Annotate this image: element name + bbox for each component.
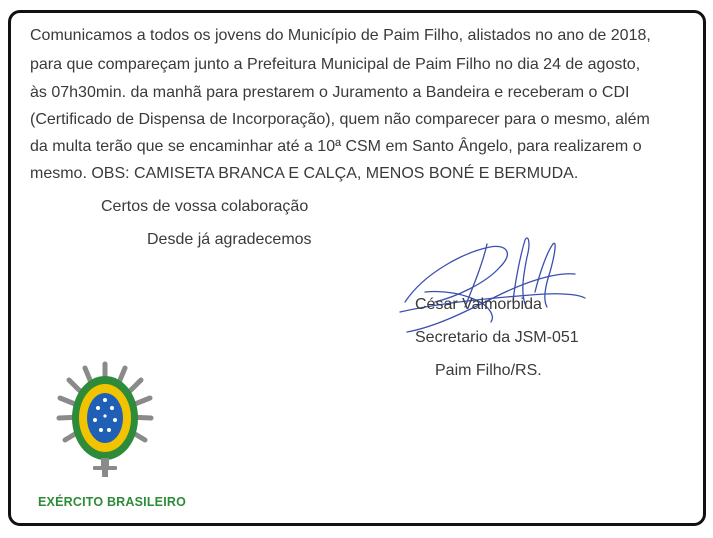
army-label: EXÉRCITO BRASILEIRO	[38, 495, 187, 509]
signature-stroke-3	[513, 238, 529, 304]
emblem-pommel	[102, 470, 108, 477]
signature-name: César Valmorbida	[415, 296, 542, 313]
notice-line-1: Comunicamos a todos os jovens do Município de Paim Filho, alistados no ano de 2018,	[30, 27, 651, 44]
closing-line-2: Desde já agradecemos	[147, 231, 312, 248]
signature-place: Paim Filho/RS.	[435, 362, 542, 379]
notice-line-2: para que compareçam junto a Prefeitura Municipal de Paim Filho no dia 24 de agosto,	[30, 56, 641, 73]
notice-line-5: da multa terão que se encaminhar até a 10ª CSM em Santo Ângelo, para realizarem o	[30, 138, 642, 155]
notice-line-4: (Certificado de Dispensa de Incorporação), quem não comparecer para o mesmo, além	[30, 111, 650, 128]
army-emblem-icon	[55, 358, 155, 480]
handwritten-signature	[395, 232, 595, 342]
signature-role: Secretario da JSM-051	[415, 329, 579, 346]
closing-line-1: Certos de vossa colaboração	[101, 198, 309, 215]
emblem-guard	[93, 466, 117, 470]
notice-line-3: às 07h30min. da manhã para prestarem o Juramento a Bandeira e receberam o CDI	[30, 84, 630, 101]
notice-line-6: mesmo. OBS: CAMISETA BRANCA E CALÇA, MENOS BONÉ E BERMUDA.	[30, 165, 579, 182]
